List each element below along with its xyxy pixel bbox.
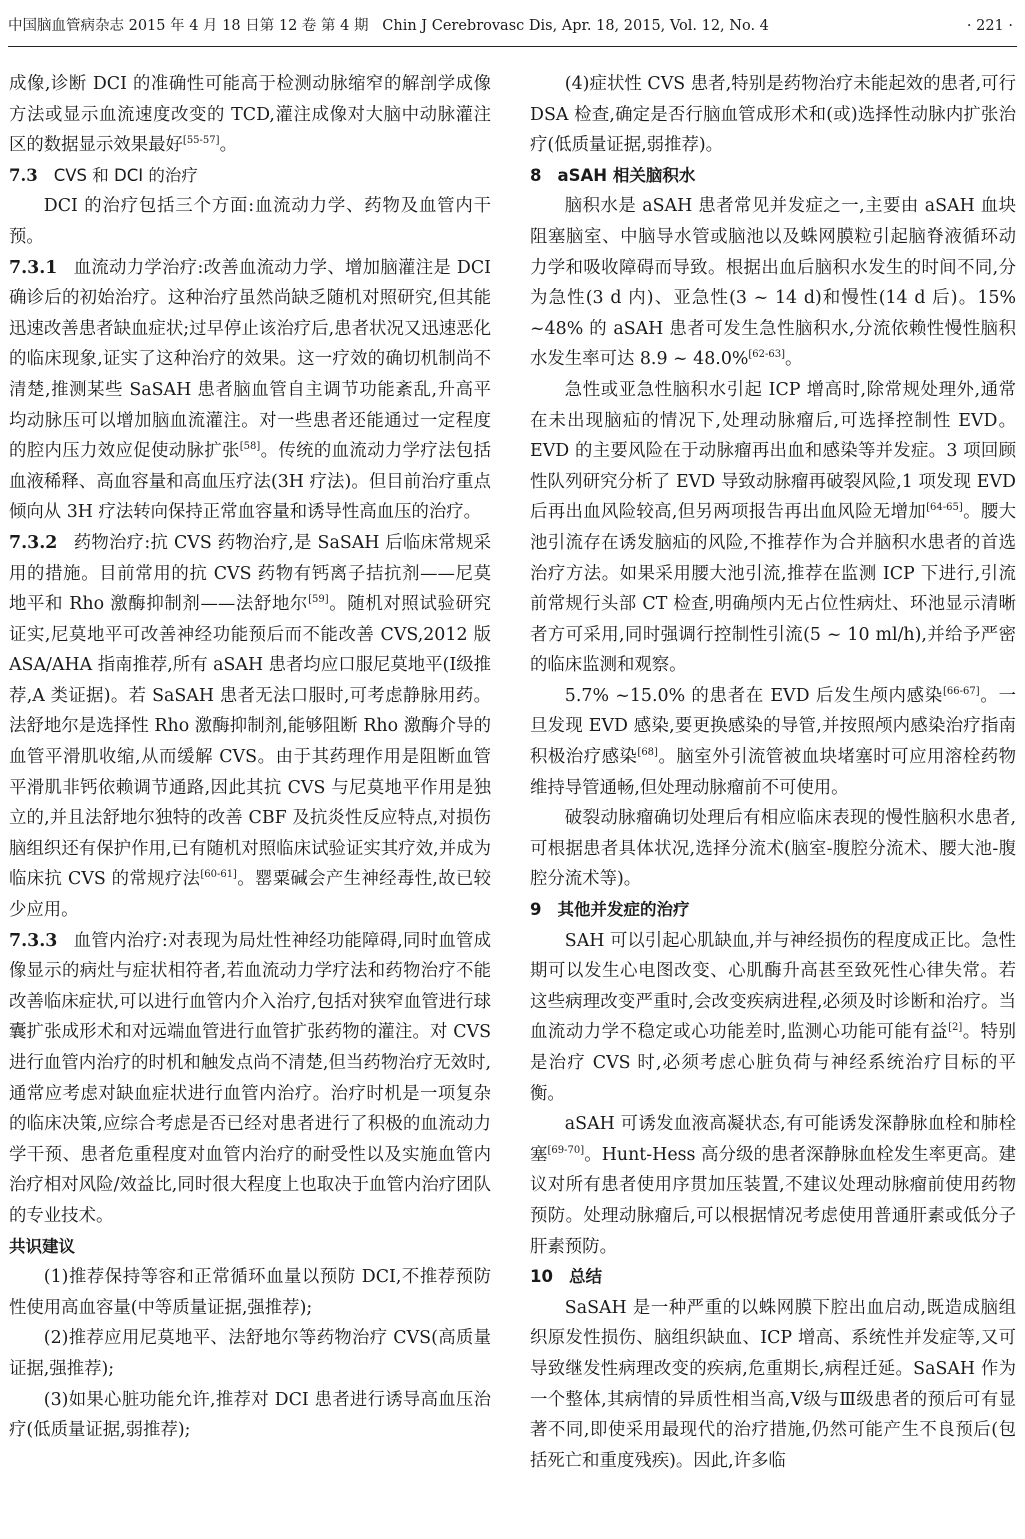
running-header [8,6,1017,47]
paragraph-text: 。传统的血流动力学疗法包括血液稀释、高血容量和高血压疗法(3H 疗法)。但目前治疗重点倾向从 3H 疗法转向保持正常血容量和诱导性高血压的治疗。 [9,441,491,523]
section-title: CVS 和 DCI 的治疗 [53,165,198,185]
paragraph-10: SaSAH 是一种严重的以蛛网膜下腔出血启动,既造成脑组织原发性损伤、脑组织缺血、ICP 增高、系统性并发症等,又可导致继发性病理改变的疾病,危重期长,病程迁延。SaSAH 作为一个整体,其病情的异质性相当高,Ⅴ级与Ⅲ级患者的预后可有显著不同,即使采用最现代的治疗措施,仍然可能产生不良预后(包括死亡和重度残疾)。因此,许多临 [530,1297,1016,1471]
citation: [62-63] [748,349,786,361]
section-number: 9 [530,900,542,920]
citation: [55-57] [182,135,220,147]
paragraph-text: 。Hunt-Hess 高分级的患者深静脉血栓发生率更高。建议对所有患者使用序贯加压装置,不建议处理动脉瘤前使用药物预防。处理动脉瘤后,可以根据情况考虑使用普通肝素或低分子肝素预防。 [530,1144,1016,1257]
paragraph-9-b [530,1109,1016,1262]
paragraph-text: 脑积水是 aSAH 患者常见并发症之一,主要由 aSAH 血块阻塞脑室、中脑导水管或脑池以及蛛网膜粒引起脑脊液循环动力学和吸收障碍而导致。根据出血后脑积水发生的时间不同,分为急性(3 d 内)、亚急性(3 ~ 14 d)和慢性(14 d 后)。15% ~48% 的 aSAH 患者可发生急性脑积水,分流依赖性慢性脑积水发生率可达 8.9 ~ 48.0% [530,196,1016,370]
paragraph-text: 。 [219,135,237,156]
paragraph-8-c [530,681,1016,803]
section-number: 7.3.3 [9,930,58,951]
consensus-heading: 共识建议 [9,1236,75,1256]
section-title: 总结 [568,1267,602,1287]
section-heading-7-3 [9,161,491,192]
page-number: · 221 · [966,18,1013,34]
citation: [59] [308,594,329,606]
paragraph-intro [9,69,491,161]
right-column [530,69,1016,1535]
paragraph-8-a [530,191,1016,375]
paragraph-dci: DCI 的治疗包括三个方面:血流动力学、药物及血管内干预。 [9,196,491,247]
paragraph-text: 。腰大池引流存在诱发脑疝的风险,不推荐作为合并脑积水患者的首选治疗方法。如果采用腰大池引流,推荐在监测 ICP 下进行,引流前常规行头部 CT 检查,明确颅内无占位性病灶、环池显示清晰者方可采用,同时强调行控制性引流(5 ~ 10 ml/h),并给予严密的临床监测和观察。 [530,502,1016,676]
citation: [69-70] [547,1144,585,1156]
section-number: 7.3.1 [9,257,58,278]
section-heading-8 [530,161,1016,192]
section-number: 7.3 [9,165,38,185]
section-heading-10 [530,1262,1016,1293]
recommendation-3: (3)如果心脏功能允许,推荐对 DCI 患者进行诱导高血压治疗(低质量证据,弱推荐); [9,1389,491,1441]
paragraph-text: 血管内治疗:对表现为局灶性神经功能障碍,同时血管成像显示的病灶与症状相符者,若血流动力学疗法和药物治疗不能改善临床症状,可以进行血管内介入治疗,包括对狭窄血管进行球囊扩张成形术和对远端血管进行血管扩张药物的灌注。对 CVS 进行血管内治疗的时机和触发点尚不清楚,但当药物治疗无效时,通常应考虑对缺血症状进行血管内治疗。治疗时机是一项复杂的临床决策,应综合考虑是否已经对患者进行了积极的血流动力学干预、患者危重程度对血管内治疗的耐受性以及实施血管内治疗相对风险/效益比,同时很大程度上也取决于血管内治疗团队的专业技术。 [9,930,491,1226]
journal-name-en: Chin J Cerebrovasc Dis, Apr. 18, 2015, Vol. 12, No. 4 [382,18,769,34]
paragraph-text: 。罂粟碱会产生神经毒性,故已较少应用。 [9,869,491,921]
paragraph-9-a [530,926,1016,1110]
section-title: aSAH 相关脑积水 [557,165,696,185]
paragraph-7-3-2 [9,528,491,926]
paragraph-8-d: 破裂动脉瘤确切处理后有相应临床表现的慢性脑积水患者,可根据患者具体状况,选择分流术(脑室-腹腔分流术、腰大池-腹腔分流术等)。 [530,808,1016,890]
left-column [9,69,491,1535]
citation: [2] [948,1022,963,1034]
citation: [60-61] [200,869,237,881]
section-number: 7.3.2 [9,532,58,553]
paragraph-text: 。脑室外引流管被血块堵塞时可应用溶栓药物维持导管通畅,但处理动脉瘤前不可使用。 [530,747,1016,798]
journal-name: 中国脑血管病杂志 2015 年 4 月 18 日第 12 卷 第 4 期 [8,18,369,34]
paragraph-7-3-3 [9,926,491,1232]
recommendation-1: (1)推荐保持等容和正常循环血量以预防 DCI,不推荐预防性使用高血容量(中等质量证据,强推荐); [9,1267,491,1318]
recommendation-4: (4)症状性 CVS 患者,特别是药物治疗未能起效的患者,可行 DSA 检查,确定是否行脑血管成形术和(或)选择性动脉内扩张治疗(低质量证据,弱推荐)。 [530,74,1016,156]
section-number: 8 [530,165,542,185]
citation: [68] [637,747,658,759]
paragraph-text: 。一旦发现 EVD 感染,要更换感染的导管,并按照颅内感染治疗指南积极治疗感染 [530,685,1016,768]
citation: [58] [239,441,261,453]
section-heading-9 [530,895,1016,926]
paragraph-text: 药物治疗:抗 CVS 药物治疗,是 SaSAH 后临床常规采用的措施。目前常用的抗 CVS 药物有钙离子拮抗剂——尼莫地平和 Rho 激酶抑制剂——法舒地尔 [9,532,491,615]
paragraph-7-3-1 [9,253,491,528]
journal-citation [8,6,769,46]
section-title: 其他并发症的治疗 [557,900,690,920]
citation: [66-67] [943,686,980,698]
paragraph-text: aSAH 可诱发血液高凝状态,有可能诱发深静脉血栓和肺栓塞 [530,1114,1016,1165]
paragraph-text: 急性或亚急性脑积水引起 ICP 增高时,除常规处理外,通常在未出现脑疝的情况下,处理动脉瘤后,可选择控制性 EVD。EVD 的主要风险在于动脉瘤再出血和感染等并发症。3 项回顾性队列研究分析了 EVD 导致动脉瘤再破裂风险,1 项发现 EVD 后再出血风险较高,但另两项报告再出血风险无增加 [530,379,1016,523]
paragraph-text: 。随机对照试验研究证实,尼莫地平可改善神经功能预后而不能改善 CVS,2012 版 ASA/AHA 指南推荐,所有 aSAH 患者均应口服尼莫地平(Ⅰ级推荐,A 类证据)。若 SaSAH 患者无法口服时,可考虑静脉用药。法舒地尔是选择性 Rho 激酶抑制剂,能够阻断 Rho 激酶介导的血管平滑肌收缩,从而缓解 CVS。由于其药理作用是阻断血管平滑肌非钙依赖调节通路,因此其抗 CVS 与尼莫地平作用是独立的,并且法舒地尔独特的改善 CBF 及抗炎性反应特点,对损伤脑组织还有保护作用,已有随机对照临床试验证实其疗效,并成为临床抗 CVS 的常规疗法 [9,594,491,890]
paragraph-text: 成像,诊断 DCI 的准确性可能高于检测动脉缩窄的解剖学成像方法或显示血流速度改变的 TCD,灌注成像对大脑中动脉灌注区的数据显示效果最好 [9,74,491,156]
paragraph-text: SAH 可以引起心肌缺血,并与神经损伤的程度成正比。急性期可以发生心电图改变、心肌酶升高甚至致死性心律失常。若这些病理改变严重时,会改变疾病进程,必须及时诊断和治疗。当血流动力学不稳定或心功能差时,监测心功能可能有益 [530,930,1016,1043]
recommendation-2: (2)推荐应用尼莫地平、法舒地尔等药物治疗 CVS(高质量证据,强推荐); [9,1328,491,1379]
paragraph-text: 5.7% ~15.0% 的患者在 EVD 后发生颅内感染 [564,685,944,706]
paragraph-text: 血流动力学治疗:改善血流动力学、增加脑灌注是 DCI 确诊后的初始治疗。这种治疗虽然尚缺乏随机对照研究,但其能迅速改善患者缺血症状;过早停止该治疗后,患者状况又迅速恶化的临床现象,证实了这种治疗的效果。这一疗效的确切机制尚不清楚,推测某些 SaSAH 患者脑血管自主调节功能紊乱,升高平均动脉压可以增加脑血流灌注。对一些患者还能通过一定程度的腔内压力效应促使动脉扩张 [9,257,491,462]
paragraph-8-b [530,375,1016,681]
paragraph-text: 。 [785,349,803,370]
section-number: 10 [530,1267,553,1287]
paragraph-text: 。特别是治疗 CVS 时,必须考虑心脏负荷与神经系统治疗目标的平衡。 [530,1022,1016,1104]
citation: [64-65] [926,502,963,514]
